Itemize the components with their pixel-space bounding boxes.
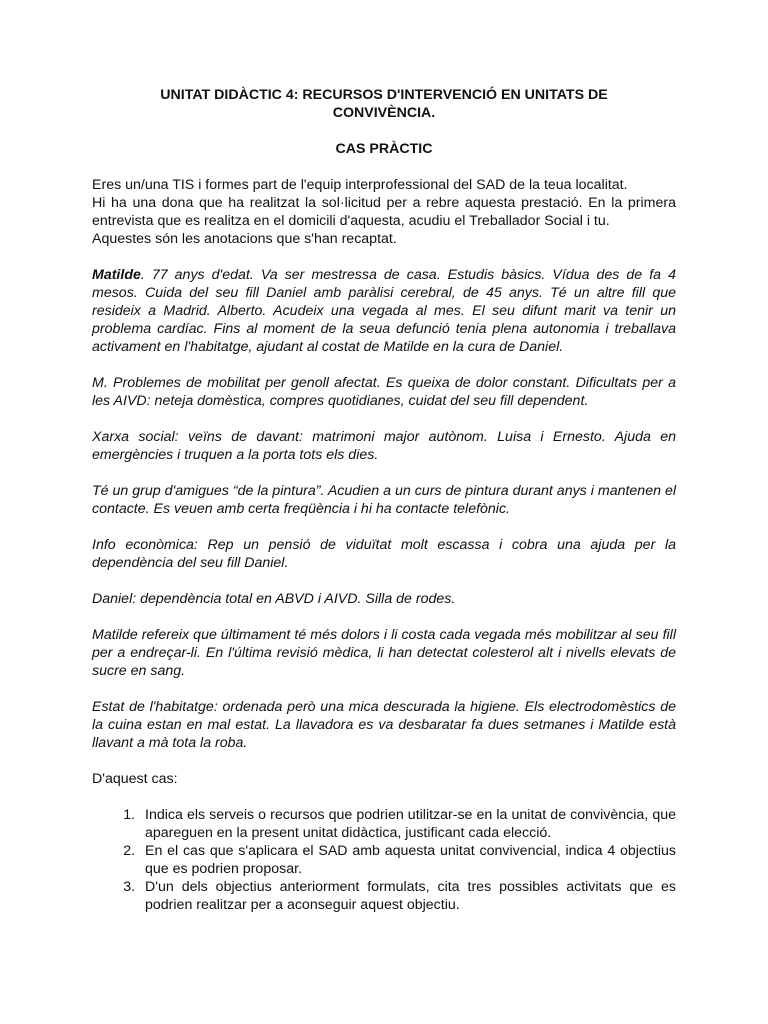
- question-item: 3. D'un dels objectius anteriorment formulats, cita tres possibles activitats que es podrien realitzar per a aconseguir aquest objectiu.: [139, 878, 676, 914]
- case-paragraph-social-network: Xarxa social: veïns de davant: matrimoni major autònom. Luisa i Ernesto. Ajuda en emergències i truquen a la porta tots els dies.: [92, 429, 676, 463]
- case-paragraph-mobility: M. Problemes de mobilitat per genoll afectat. Es queixa de dolor constant. Dificultats per a les AIVD: neteja domèstica, compres quotidianes, cuidat del seu fill dependent.: [92, 375, 676, 409]
- document-subtitle: CAS PRÀCTIC: [335, 141, 433, 157]
- case-paragraph-home: Estat de l'habitatge: ordenada però una mica descurada la higiene. Els electrodomèstics de la cuina estan en mal estat. La llavadora es va desbaratar fa dues setmanes i Matilde està llavant a mà tota la roba.: [92, 699, 676, 751]
- intro-line: Aquestes són les anotacions que s'han recaptat.: [92, 231, 397, 247]
- intro-line: Hi ha una dona que ha realitzat la sol·licitud per a rebre aquesta prestació. En la primera entrevista que es realitza en el domicili d'aquesta, acudiu el Treballador Social i tu.: [92, 195, 676, 229]
- case-paragraph-health: Matilde refereix que últimament té més dolors i li costa cada vegada més mobilitzar al seu fill per a endreçar-li. En l'última revisió mèdica, li han detectat colesterol alt i nivells elevats de sucre en sang.: [92, 627, 676, 679]
- matilde-description: . 77 anys d'edat. Va ser mestressa de casa. Estudis bàsics. Vídua des de fa 4 mesos. Cuida del seu fill Daniel amb paràlisi cerebral, de 45 anys. Té un altre fill que resideix a Madrid. Alberto. Acudeix una vegada al mes. El seu difunt marit va tenir un problema cardíac. Fins al moment de la seua defunció tenia plena autonomia i treballava activament en l'habitatge, ajudant al costat de Matilde en la cura de Daniel.: [92, 267, 676, 355]
- intro-section: [92, 176, 676, 248]
- document-title: UNITAT DIDÀCTIC 4: RECURSOS D'INTERVENCIÓ EN UNITATS DE CONVIVÈNCIA.: [160, 87, 608, 121]
- case-paragraph-daniel: Daniel: dependència total en ABVD i AIVD. Silla de rodes.: [92, 591, 456, 607]
- case-paragraph-friends: Té un grup d'amigues “de la pintura”. Acudien a un curs de pintura durant anys i mantenen el contacte. Es veuen amb certa freqüència i hi ha contacte telefònic.: [92, 483, 676, 517]
- questions-list: [92, 806, 676, 914]
- question-item: 1. Indica els serveis o recursos que podrien utilitzar-se en la unitat de convivència, que apareguen en la present unitat didàctica, justificant cada elecció.: [139, 806, 676, 842]
- question-item: 2. En el cas que s'aplicara el SAD amb aquesta unitat convivencial, indica 4 objectius que es podrien proposar.: [139, 842, 676, 878]
- questions-lead: D'aquest cas:: [92, 771, 178, 787]
- intro-line: Eres un/una TIS i formes part de l'equip interprofessional del SAD de la teua localitat.: [92, 177, 628, 193]
- matilde-paragraph: [92, 266, 676, 356]
- matilde-name: Matilde: [92, 267, 141, 283]
- case-paragraph-economic: Info econòmica: Rep un pensió de viduïtat molt escassa i cobra una ajuda per la dependència del seu fill Daniel.: [92, 537, 676, 571]
